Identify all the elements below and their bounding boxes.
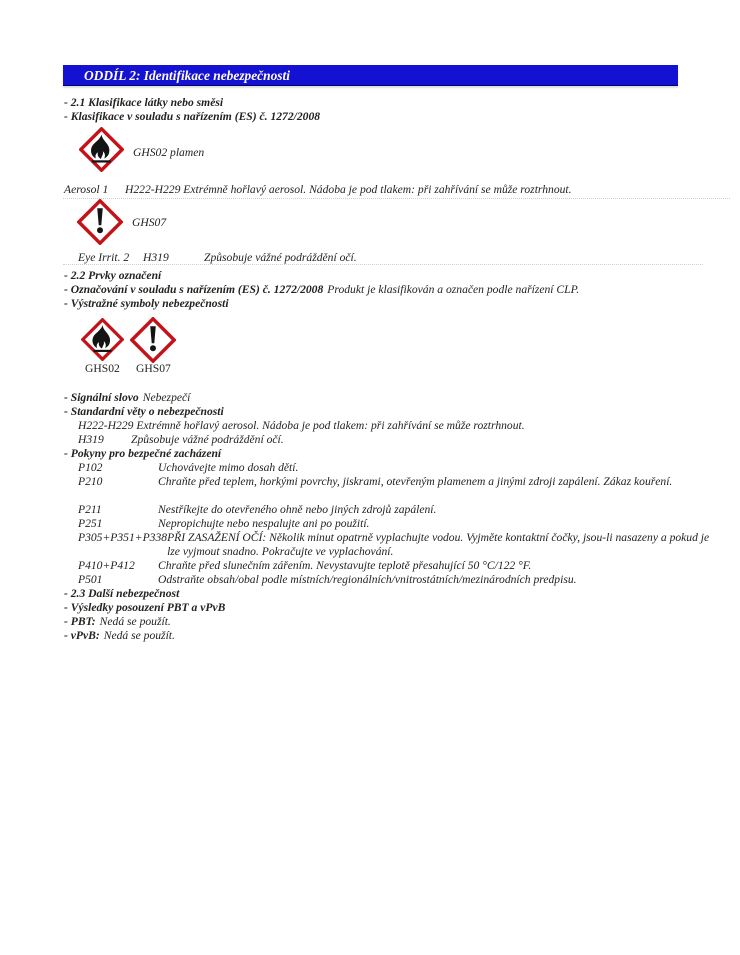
eye-hazard-statement: Způsobuje vážné podráždění očí. (204, 251, 357, 264)
precaution-text: Nestříkejte do otevřeného ohně nebo jiných zdrojů zapálení. (158, 503, 437, 516)
eye-class-label: Eye Irrit. 2 (78, 251, 130, 264)
hazard-code: H222-H229 (78, 419, 134, 432)
ghs02-label: GHS02 (85, 362, 120, 375)
ghs07-label: GHS07 (136, 362, 171, 375)
aerosol-class-label: Aerosol 1 (64, 183, 109, 196)
precaution-text: Chraňte před teplem, horkými povrchy, jiskrami, otevřeným plamenem a jinými zdroji zapálení. Zákaz kouření. (158, 475, 673, 488)
precaution-row (78, 559, 704, 573)
vpvb-label: - vPvB: (64, 629, 100, 642)
pbt-label: - PBT: (64, 615, 96, 628)
precaution-text: Nepropichujte nebo nespalujte ani po použití. (158, 517, 370, 530)
hazard-code: H319 (78, 433, 104, 446)
labeling-regulation-bold: - Označování v souladu s nařízením (ES) č. 1272/2008 (64, 283, 324, 296)
precaution-row (78, 475, 704, 489)
precaution-text: Uchovávejte mimo dosah dětí. (158, 461, 299, 474)
ghs02-caption: GHS02 plamen (133, 146, 205, 159)
hazard-statement-row (78, 419, 698, 433)
heading-2-2: - 2.2 Prvky označení (64, 269, 162, 282)
vpvb-line (64, 629, 175, 643)
signal-word-line (64, 391, 190, 405)
heading-2-3: - 2.3 Další nebezpečnost (64, 587, 180, 600)
aerosol-hazard-statement: H222-H229 Extrémně hořlavý aerosol. Nádoba je pod tlakem: při zahřívání se může roztrhnout. (125, 183, 572, 196)
eye-h-code: H319 (143, 251, 169, 264)
precaution-code: P251 (78, 517, 103, 530)
ghs07-exclamation-icon (77, 199, 123, 245)
hazard-text: Extrémně hořlavý aerosol. Nádoba je pod tlakem: při zahřívání se může roztrhnout. (136, 419, 525, 432)
ghs07-exclamation-icon (130, 317, 176, 363)
classification-row-eye-irrit (78, 251, 698, 265)
labeling-line (64, 283, 579, 297)
scan-artifact-dots (63, 264, 703, 265)
heading-hazard-symbols: - Výstražné symboly nebezpečnosti (64, 297, 229, 310)
heading-precautionary-statements: - Pokyny pro bezpečné zacházení (64, 447, 222, 460)
heading-classification-regulation: - Klasifikace v souladu s nařízením (ES) č. 1272/2008 (64, 110, 321, 123)
ghs07-caption: GHS07 (132, 216, 167, 229)
ghs02-flame-icon (79, 127, 124, 172)
ghs02-flame-icon (81, 318, 124, 361)
signal-word-label: - Signální slovo (64, 391, 139, 404)
precaution-code: P410+P412 (78, 559, 135, 572)
hazard-statement-row (78, 433, 698, 447)
precaution-text: Chraňte před slunečním zářením. Nevystavujte teplotě přesahující 50 °C/122 °F. (158, 559, 532, 572)
precaution-text: Odstraňte obsah/obal podle místních/regionálních/vnitrostátních/mezinárodních predpisu. (158, 573, 577, 586)
pbt-value: Nedá se použít. (99, 615, 171, 628)
classification-row-aerosol (64, 183, 704, 197)
precaution-text: PŘI ZASAŽENÍ OČÍ: Několik minut opatrně vyplachujte vodou. Vyjměte kontaktní čočky, jsou-li nasazeny a pokud je lze vyjmout snadno. Pokračujte ve vyplachování. (167, 531, 710, 558)
precaution-code: P210 (78, 475, 103, 488)
scan-artifact-dots (63, 198, 730, 199)
heading-pbt-results: - Výsledky posouzení PBT a vPvB (64, 601, 226, 614)
precaution-code: P305+P351+P338 (78, 531, 168, 544)
precaution-code: P501 (78, 573, 103, 586)
precaution-code: P211 (78, 503, 102, 516)
pbt-line (64, 615, 171, 629)
precaution-row (78, 531, 713, 559)
hazard-text: Způsobuje vážné podráždění očí. (131, 433, 284, 446)
precaution-row (78, 503, 704, 517)
precaution-row (78, 573, 704, 587)
section-2-title-bar (63, 65, 678, 86)
labeling-regulation-rest: Produkt je klasifikován a označen podle nařízení CLP. (327, 283, 580, 296)
heading-2-1: - 2.1 Klasifikace látky nebo směsi (64, 96, 224, 109)
vpvb-value: Nedá se použít. (103, 629, 175, 642)
heading-hazard-statements: - Standardní věty o nebezpečnosti (64, 405, 224, 418)
signal-word-value: Nebezpečí (142, 391, 191, 404)
precaution-row (78, 517, 704, 531)
precaution-row (78, 461, 704, 475)
precaution-code: P102 (78, 461, 103, 474)
section-2-title: ODDÍL 2: Identifikace nebezpečnosti (84, 68, 290, 83)
